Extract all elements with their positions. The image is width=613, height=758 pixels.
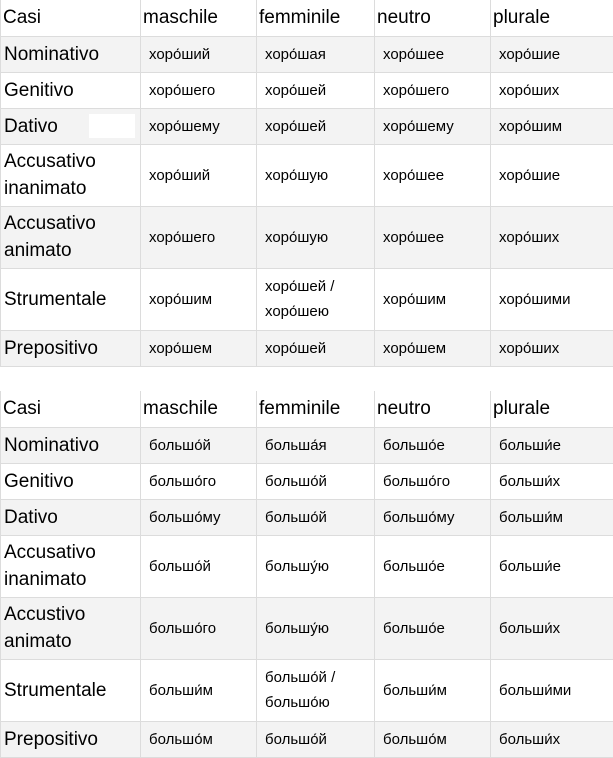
header-neutro: neutro [375,391,491,427]
form-cell: хоро́шую [257,144,375,206]
form-cell: хоро́шему [375,108,491,144]
case-label: Prepositivo [1,330,141,366]
table-row [1,535,613,597]
table-row [1,659,613,721]
case-label: Strumentale [1,659,141,721]
form-cell: хоро́шая [257,36,375,72]
form-cell: хоро́шим [491,108,613,144]
case-label: Strumentale [1,268,141,330]
blank-patch [89,114,135,138]
declension-table-bolshoy [0,391,613,758]
case-label: Nominativo [1,427,141,463]
table-row [1,268,613,330]
form-cell: хоро́ших [491,330,613,366]
form-cell: большу́ю [257,597,375,659]
form-cell: большо́е [375,535,491,597]
form-cell: хоро́шем [375,330,491,366]
form-cell: хоро́шую [257,206,375,268]
header-row [1,0,613,36]
form-cell: большо́й [257,499,375,535]
case-label: Accustivo animato [1,597,141,659]
form-cell: хоро́ший [141,36,257,72]
form-cell: хоро́шей [257,330,375,366]
form-cell: хоро́шего [375,72,491,108]
form-cell: больши́х [491,463,613,499]
header-plurale: plurale [491,391,613,427]
form-cell: большу́ю [257,535,375,597]
table-row [1,144,613,206]
form-cell: больши́м [491,499,613,535]
form-cell: больши́ми [491,659,613,721]
form-cell: большо́го [141,597,257,659]
form-cell: хоро́ших [491,206,613,268]
header-plurale: plurale [491,0,613,36]
header-maschile: maschile [141,391,257,427]
case-label: Genitivo [1,72,141,108]
form-cell: хоро́шими [491,268,613,330]
table-row [1,427,613,463]
form-cell: хоро́шего [141,72,257,108]
form-cell: хоро́шей [257,72,375,108]
form-cell: хоро́шее [375,144,491,206]
table-row [1,330,613,366]
form-cell: хоро́шем [141,330,257,366]
header-row [1,391,613,427]
case-label: Dativo [1,499,141,535]
form-cell: большо́й [141,535,257,597]
form-cell: большо́й [257,463,375,499]
form-cell: больша́я [257,427,375,463]
form-cell: большо́го [141,463,257,499]
form-cell: большо́м [141,721,257,757]
header-neutro: neutro [375,0,491,36]
form-cell: хоро́шей / хоро́шею [257,268,375,330]
header-casi: Casi [1,0,141,36]
header-femminile: femminile [257,0,375,36]
form-cell: хоро́ших [491,72,613,108]
declension-table-khoroshiy [0,0,613,367]
form-cell: хоро́шим [375,268,491,330]
form-cell: хоро́шее [375,206,491,268]
form-cell: большо́й / большо́ю [257,659,375,721]
form-cell: хоро́шему [141,108,257,144]
form-cell: хоро́шие [491,36,613,72]
case-label: Genitivo [1,463,141,499]
form-cell: больши́е [491,427,613,463]
form-cell: большо́м [375,721,491,757]
header-casi: Casi [1,391,141,427]
table-row [1,72,613,108]
form-cell: большо́му [141,499,257,535]
form-cell: больши́х [491,721,613,757]
form-cell: большо́й [257,721,375,757]
form-cell: большо́й [141,427,257,463]
header-maschile: maschile [141,0,257,36]
form-cell: хоро́шим [141,268,257,330]
table-row [1,463,613,499]
table-row [1,597,613,659]
form-cell: хоро́ший [141,144,257,206]
case-label: Accusativo inanimato [1,535,141,597]
form-cell: большо́му [375,499,491,535]
form-cell: больши́х [491,597,613,659]
form-cell: большо́го [375,463,491,499]
form-cell: большо́е [375,597,491,659]
form-cell: хоро́шей [257,108,375,144]
header-femminile: femminile [257,391,375,427]
case-label: Accusativo inanimato [1,144,141,206]
case-label: Prepositivo [1,721,141,757]
case-label: Nominativo [1,36,141,72]
case-label: Accusativo animato [1,206,141,268]
form-cell: хоро́шее [375,36,491,72]
form-cell: хоро́шего [141,206,257,268]
table-row [1,721,613,757]
form-cell: больши́м [375,659,491,721]
case-label: Dativo [1,108,141,144]
table-row [1,499,613,535]
table-row [1,36,613,72]
form-cell: хоро́шие [491,144,613,206]
table-row [1,206,613,268]
form-cell: больши́е [491,535,613,597]
form-cell: большо́е [375,427,491,463]
form-cell: больши́м [141,659,257,721]
